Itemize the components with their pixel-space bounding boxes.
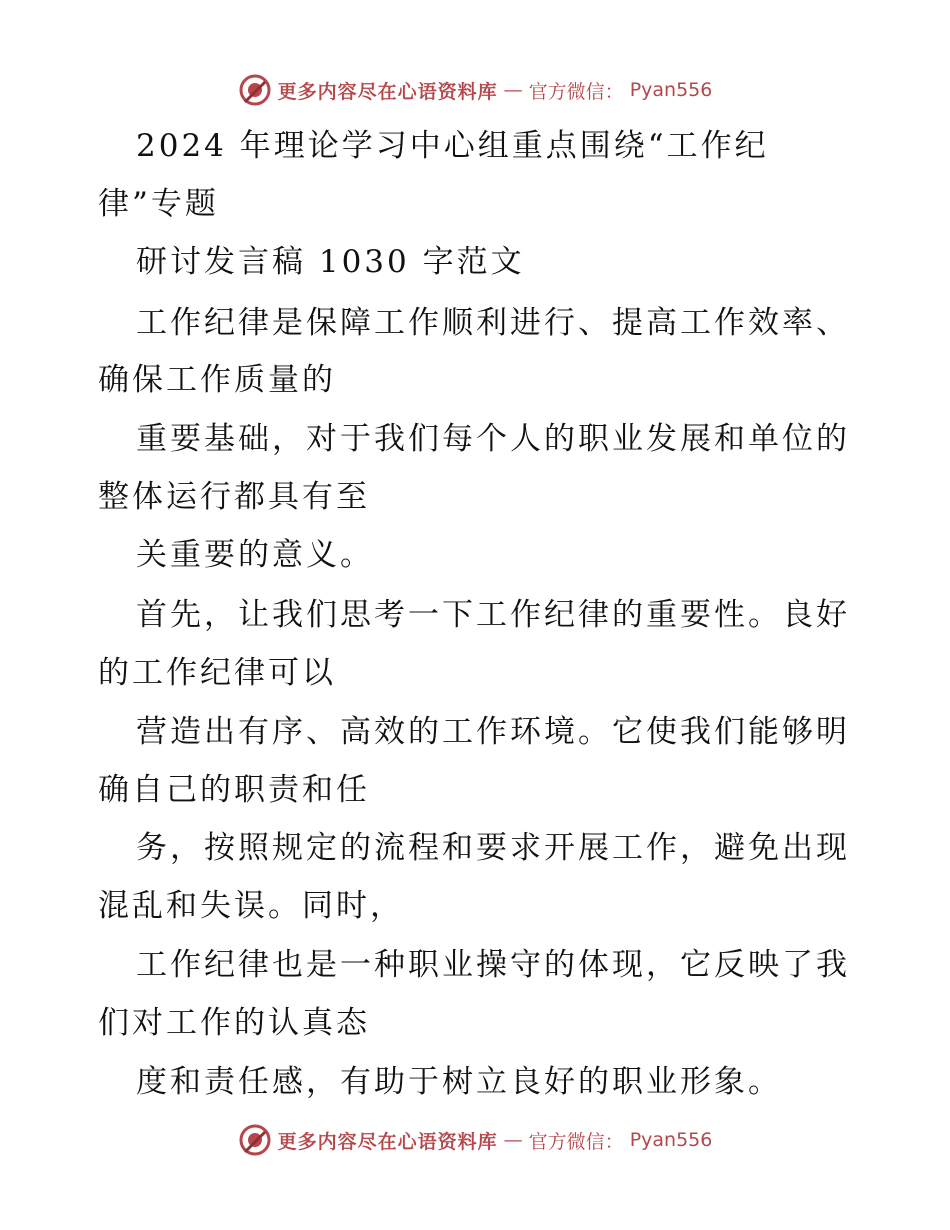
paragraph-line: 混乱和失误。同时， <box>98 888 404 924</box>
footer-official-text: 官方微信： <box>528 1130 624 1153</box>
footer-wechat-id: Pyan556 <box>629 1129 713 1151</box>
footer-banner-content <box>238 1123 713 1157</box>
footer-site-text: 更多内容尽在心语资料库 <box>277 1130 498 1153</box>
paragraph-line: 关重要的意义。 <box>136 537 374 573</box>
header-banner <box>0 70 950 110</box>
footer-banner <box>0 1120 950 1160</box>
title-line-2: 律”专题 <box>98 186 219 222</box>
paragraph-line: 工作纪律是保障工作顺利进行、提高工作效率、 <box>136 305 850 341</box>
header-official-text: 官方微信： <box>528 80 624 103</box>
paragraph-line: 营造出有序、高效的工作环境。它使我们能够明 <box>136 714 850 750</box>
paragraph-line: 整体运行都具有至 <box>98 479 370 515</box>
paragraph-line: 的工作纪律可以 <box>98 655 336 691</box>
subtitle-line: 研讨发言稿 1030 字范文 <box>136 244 525 280</box>
paragraph-line: 确保工作质量的 <box>98 362 336 398</box>
paragraph-line: 务，按照规定的流程和要求开展工作，避免出现 <box>136 830 850 866</box>
paragraph-line: 重要基础，对于我们每个人的职业发展和单位的 <box>136 421 850 457</box>
paragraph-line: 们对工作的认真态 <box>98 1005 370 1041</box>
title-line-1: 2024 年理论学习中心组重点围绕“工作纪 <box>136 128 769 164</box>
header-wechat-id: Pyan556 <box>629 79 713 101</box>
paragraph-line: 确自己的职责和任 <box>98 772 370 808</box>
pen-logo-icon <box>238 73 272 107</box>
paragraph-line: 度和责任感，有助于树立良好的职业形象。 <box>136 1064 782 1100</box>
header-site-text: 更多内容尽在心语资料库 <box>277 80 498 103</box>
header-separator: — <box>503 79 523 101</box>
header-banner-content <box>238 73 713 107</box>
paragraph-line: 工作纪律也是一种职业操守的体现，它反映了我 <box>136 947 850 983</box>
footer-separator: — <box>503 1129 523 1151</box>
pen-logo-icon <box>238 1123 272 1157</box>
paragraph-line: 首先，让我们思考一下工作纪律的重要性。良好 <box>136 597 850 633</box>
